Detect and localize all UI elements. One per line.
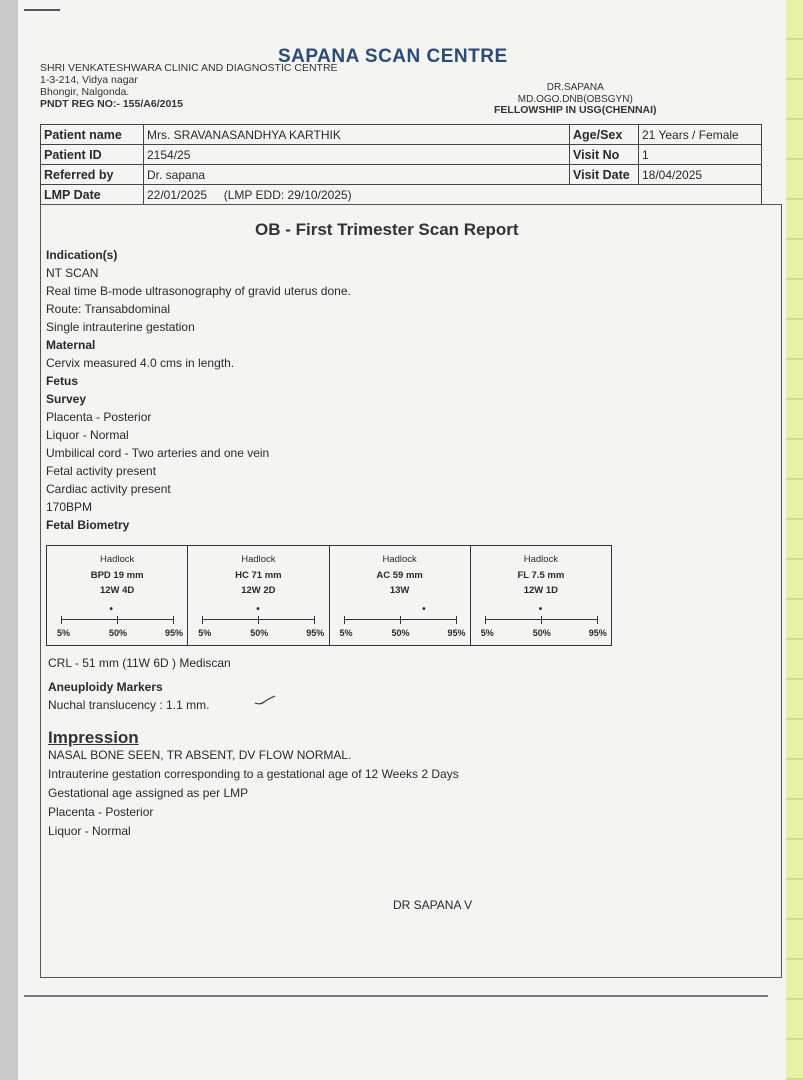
lmp-cell bbox=[144, 185, 762, 205]
placenta: Placenta - Posterior bbox=[46, 410, 152, 424]
pct-50: 50% bbox=[391, 628, 410, 638]
indication: NT SCAN bbox=[46, 266, 99, 280]
survey-heading: Survey bbox=[46, 392, 87, 406]
patient-id-label: Patient ID bbox=[41, 145, 144, 165]
impression-heading: Impression bbox=[48, 728, 139, 747]
fetus-heading: Fetus bbox=[46, 374, 79, 388]
gestation: Single intrauterine gestation bbox=[46, 320, 195, 334]
crl: CRL - 51 mm (11W 6D ) Mediscan bbox=[48, 656, 231, 670]
doctor-name: DR.SAPANA bbox=[546, 82, 604, 93]
pndt-reg: PNDT REG NO:- 155/A6/2015 bbox=[40, 98, 183, 110]
visit-date: 18/04/2025 bbox=[639, 165, 762, 185]
measure: HC 71 mm bbox=[235, 570, 282, 581]
tick bbox=[173, 616, 174, 624]
gest-age: 12W 4D bbox=[99, 585, 135, 596]
page-bottom-rule bbox=[24, 995, 768, 997]
tick bbox=[117, 616, 118, 624]
percentile-marker: • bbox=[109, 604, 113, 615]
agesex-value: 21 Years / Female bbox=[639, 125, 762, 145]
report-body bbox=[46, 246, 351, 534]
fetal-activity: Fetal activity present bbox=[46, 464, 157, 478]
biometry-table bbox=[46, 545, 612, 646]
tick bbox=[314, 616, 315, 624]
indication-heading: Indication(s) bbox=[46, 248, 118, 262]
tick bbox=[485, 616, 486, 624]
tick bbox=[202, 616, 203, 624]
impression-line-4: Placenta - Posterior bbox=[48, 805, 154, 819]
report-paper bbox=[18, 0, 786, 1080]
visit-no: 1 bbox=[639, 145, 762, 165]
biometry-cell-hc bbox=[188, 546, 329, 645]
biometry-cell-ac bbox=[330, 546, 471, 645]
nuchal-translucency: Nuchal translucency : 1.1 mm. bbox=[48, 698, 210, 712]
pct-95: 95% bbox=[306, 628, 325, 638]
biometry-cell-bpd bbox=[47, 546, 188, 645]
patient-id: 2154/25 bbox=[144, 145, 570, 165]
aneuploidy-heading: Aneuploidy Markers bbox=[48, 680, 163, 694]
gest-age: 12W 1D bbox=[523, 585, 559, 596]
doctor-info bbox=[494, 82, 657, 117]
pct-5: 5% bbox=[339, 628, 353, 638]
tick bbox=[541, 616, 542, 624]
pct-5: 5% bbox=[57, 628, 71, 638]
biometry-heading: Fetal Biometry bbox=[46, 518, 130, 532]
route: Route: Transabdominal bbox=[46, 302, 171, 316]
gest-age: 12W 2D bbox=[241, 585, 276, 596]
pct-5: 5% bbox=[480, 628, 494, 638]
patient-name: Mrs. SRAVANASANDHYA KARTHIK bbox=[144, 125, 570, 145]
post-biometry bbox=[48, 654, 231, 714]
address-line-1: 1-3-214, Vidya nagar bbox=[40, 74, 138, 86]
patient-name-label: Patient name bbox=[41, 125, 144, 145]
tick bbox=[456, 616, 457, 624]
measure: FL 7.5 mm bbox=[517, 570, 565, 581]
method: Hadlock bbox=[523, 554, 559, 565]
pen-mark bbox=[24, 9, 60, 11]
cardiac-activity: Cardiac activity present bbox=[46, 482, 171, 496]
background-left bbox=[0, 0, 20, 1080]
tick bbox=[400, 616, 401, 624]
table-row bbox=[41, 145, 762, 165]
method: Hadlock bbox=[241, 554, 276, 565]
doctor-degrees: MD.OGO.DNB(OBSGYN) bbox=[517, 93, 633, 105]
bmode-line: Real time B-mode ultrasonography of gravid uterus done. bbox=[46, 284, 351, 298]
method: Hadlock bbox=[99, 554, 135, 565]
table-row bbox=[41, 185, 762, 205]
pct-95: 95% bbox=[588, 628, 607, 638]
maternal-heading: Maternal bbox=[46, 338, 96, 352]
tick bbox=[597, 616, 598, 624]
percentile-marker: • bbox=[538, 604, 543, 615]
address-line-2: Bhongir, Nalgonda. bbox=[40, 86, 130, 98]
signature: DR SAPANA V bbox=[393, 898, 473, 912]
pct-50: 50% bbox=[532, 628, 551, 638]
lmp-label: LMP Date bbox=[41, 185, 144, 205]
table-row bbox=[41, 125, 762, 145]
pct-50: 50% bbox=[109, 628, 128, 638]
referred-label: Referred by bbox=[41, 165, 144, 185]
impression-line-2: Intrauterine gestation corresponding to a gestational age of 12 Weeks 2 Days bbox=[48, 767, 459, 781]
clinic-name: SHRI VENKATESHWARA CLINIC AND DIAGNOSTIC CENTRE bbox=[40, 62, 338, 74]
measure: AC 59 mm bbox=[376, 570, 423, 581]
tick bbox=[258, 616, 259, 624]
pct-95: 95% bbox=[165, 628, 184, 638]
percentile-marker: • bbox=[422, 604, 426, 615]
impression-line-1: NASAL BONE SEEN, TR ABSENT, DV FLOW NORMAL. bbox=[48, 748, 352, 762]
liquor: Liquor - Normal bbox=[46, 428, 129, 442]
report-title: OB - First Trimester Scan Report bbox=[255, 220, 519, 239]
impression-line-5: Liquor - Normal bbox=[48, 824, 131, 838]
visit-no-label: Visit No bbox=[570, 145, 639, 165]
measure: BPD 19 mm bbox=[90, 570, 144, 581]
umbilical-cord: Umbilical cord - Two arteries and one vein bbox=[46, 446, 270, 460]
biometry-cell-fl bbox=[471, 546, 611, 645]
patient-table bbox=[40, 124, 762, 205]
impression-body bbox=[48, 744, 459, 841]
centre-title: SAPANA SCAN CENTRE bbox=[278, 46, 508, 67]
pct-95: 95% bbox=[447, 628, 466, 638]
visit-date-label: Visit Date bbox=[570, 165, 639, 185]
percentile-marker: • bbox=[256, 604, 260, 615]
tick bbox=[61, 616, 62, 624]
lmp-date: 22/01/2025 bbox=[147, 187, 208, 202]
handwritten-check-mark bbox=[254, 694, 276, 706]
tick bbox=[344, 616, 345, 624]
table-row bbox=[41, 165, 762, 185]
clinic-address bbox=[40, 62, 338, 110]
pct-50: 50% bbox=[250, 628, 269, 638]
doctor-fellowship: FELLOWSHIP IN USG(CHENNAI) bbox=[494, 104, 657, 116]
cervix: Cervix measured 4.0 cms in length. bbox=[46, 356, 235, 370]
referred-by: Dr. sapana bbox=[144, 165, 570, 185]
agesex-label: Age/Sex bbox=[570, 125, 639, 145]
lmp-edd: (LMP EDD: 29/10/2025) bbox=[223, 187, 352, 202]
gest-age: 13W bbox=[389, 585, 410, 596]
method: Hadlock bbox=[382, 554, 417, 565]
heart-rate: 170BPM bbox=[46, 500, 93, 514]
impression-line-3: Gestational age assigned as per LMP bbox=[48, 786, 249, 800]
pct-5: 5% bbox=[198, 628, 212, 638]
